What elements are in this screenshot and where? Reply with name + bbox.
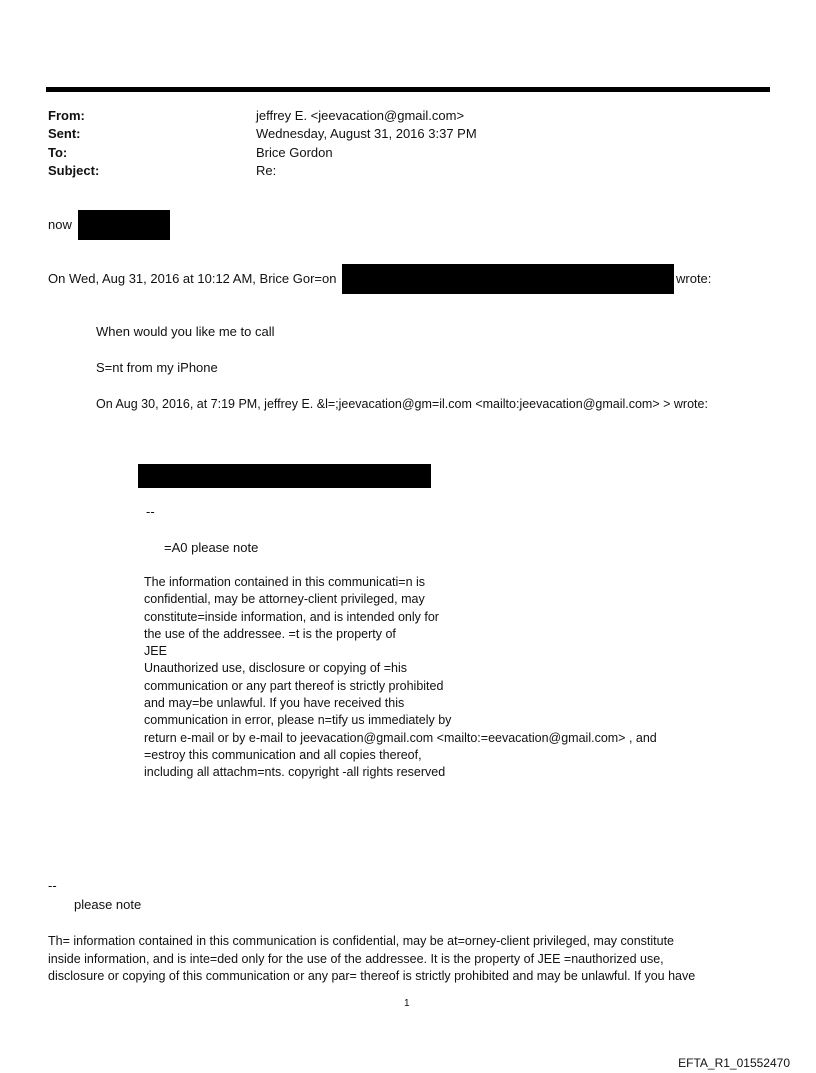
to-value: Brice Gordon xyxy=(256,145,333,160)
quote-intro-before: On Wed, Aug 31, 2016 at 10:12 AM, Brice Gor=on xyxy=(48,271,337,286)
outer-disclaimer xyxy=(48,933,695,986)
sig-dashes: -- xyxy=(146,504,155,519)
call-text: When would you like me to call xyxy=(96,324,275,339)
nested-intro: On Aug 30, 2016, at 7:19 PM, jeffrey E. &l=;jeevacation@gm=il.com <mailto:jeevacation@gmail.com> > wrote: xyxy=(96,397,708,411)
quote-intro-after: wrote: xyxy=(676,271,712,286)
document-id: EFTA_R1_01552470 xyxy=(678,1056,790,1070)
sig-line: Unauthorized use, disclosure or copying of =his xyxy=(144,661,407,676)
subject-value: Re: xyxy=(256,163,277,178)
sent-value: Wednesday, August 31, 2016 3:37 PM xyxy=(256,126,477,141)
redaction-box-3 xyxy=(138,464,431,488)
sig-line: JEE xyxy=(144,644,167,659)
sig-line: confidential, may be attorney-client privileged, may xyxy=(144,592,425,607)
header-rule xyxy=(46,87,770,92)
outer-line: Th= information contained in this communication is confidential, may be at=orney-client privileged, may constitute xyxy=(48,934,675,948)
sig-line: and may=be unlawful. If you have received this xyxy=(144,696,405,711)
outer-line: disclosure or copying of this communication or any par= thereof is strictly prohibited and may be unlawful. If you have xyxy=(48,969,696,983)
sig-line: return e-mail or by e-mail to jeevacation@gmail.com <mailto:=eevacation@gmail.com> , and xyxy=(144,730,657,745)
sig-line: The information contained in this communicati=n is xyxy=(144,575,426,589)
redaction-box-2 xyxy=(342,264,674,294)
outer-note: please note xyxy=(74,897,142,912)
sig-line: constitute=inside information, and is intended only for xyxy=(144,609,439,624)
subject-label: Subject: xyxy=(48,163,100,178)
redaction-box-1 xyxy=(78,210,170,240)
sig-line: including all attachm=nts. copyright -all rights reserved xyxy=(144,765,446,780)
from-label: From: xyxy=(48,108,85,123)
page-number: 1 xyxy=(404,998,410,1009)
sig-line: =estroy this communication and all copies thereof, xyxy=(144,747,422,762)
to-label: To: xyxy=(48,145,68,160)
sent-from-text: S=nt from my iPhone xyxy=(96,360,218,375)
now-text: now xyxy=(48,217,72,232)
outer-line: inside information, and is inte=ded only for the use of the addressee. It is the property of JEE =nauthorized use, xyxy=(48,951,664,966)
sig-line: the use of the addressee. =t is the property of xyxy=(144,626,396,641)
outer-dashes: -- xyxy=(48,878,57,893)
sig-line: communication or any part thereof is strictly prohibited xyxy=(144,678,444,693)
sig-note: =A0 please note xyxy=(164,540,259,555)
from-value: jeffrey E. <jeevacation@gmail.com> xyxy=(256,108,465,123)
sig-disclaimer xyxy=(144,574,657,782)
sent-label: Sent: xyxy=(48,126,81,141)
sig-line: communication in error, please n=tify us immediately by xyxy=(144,713,452,728)
